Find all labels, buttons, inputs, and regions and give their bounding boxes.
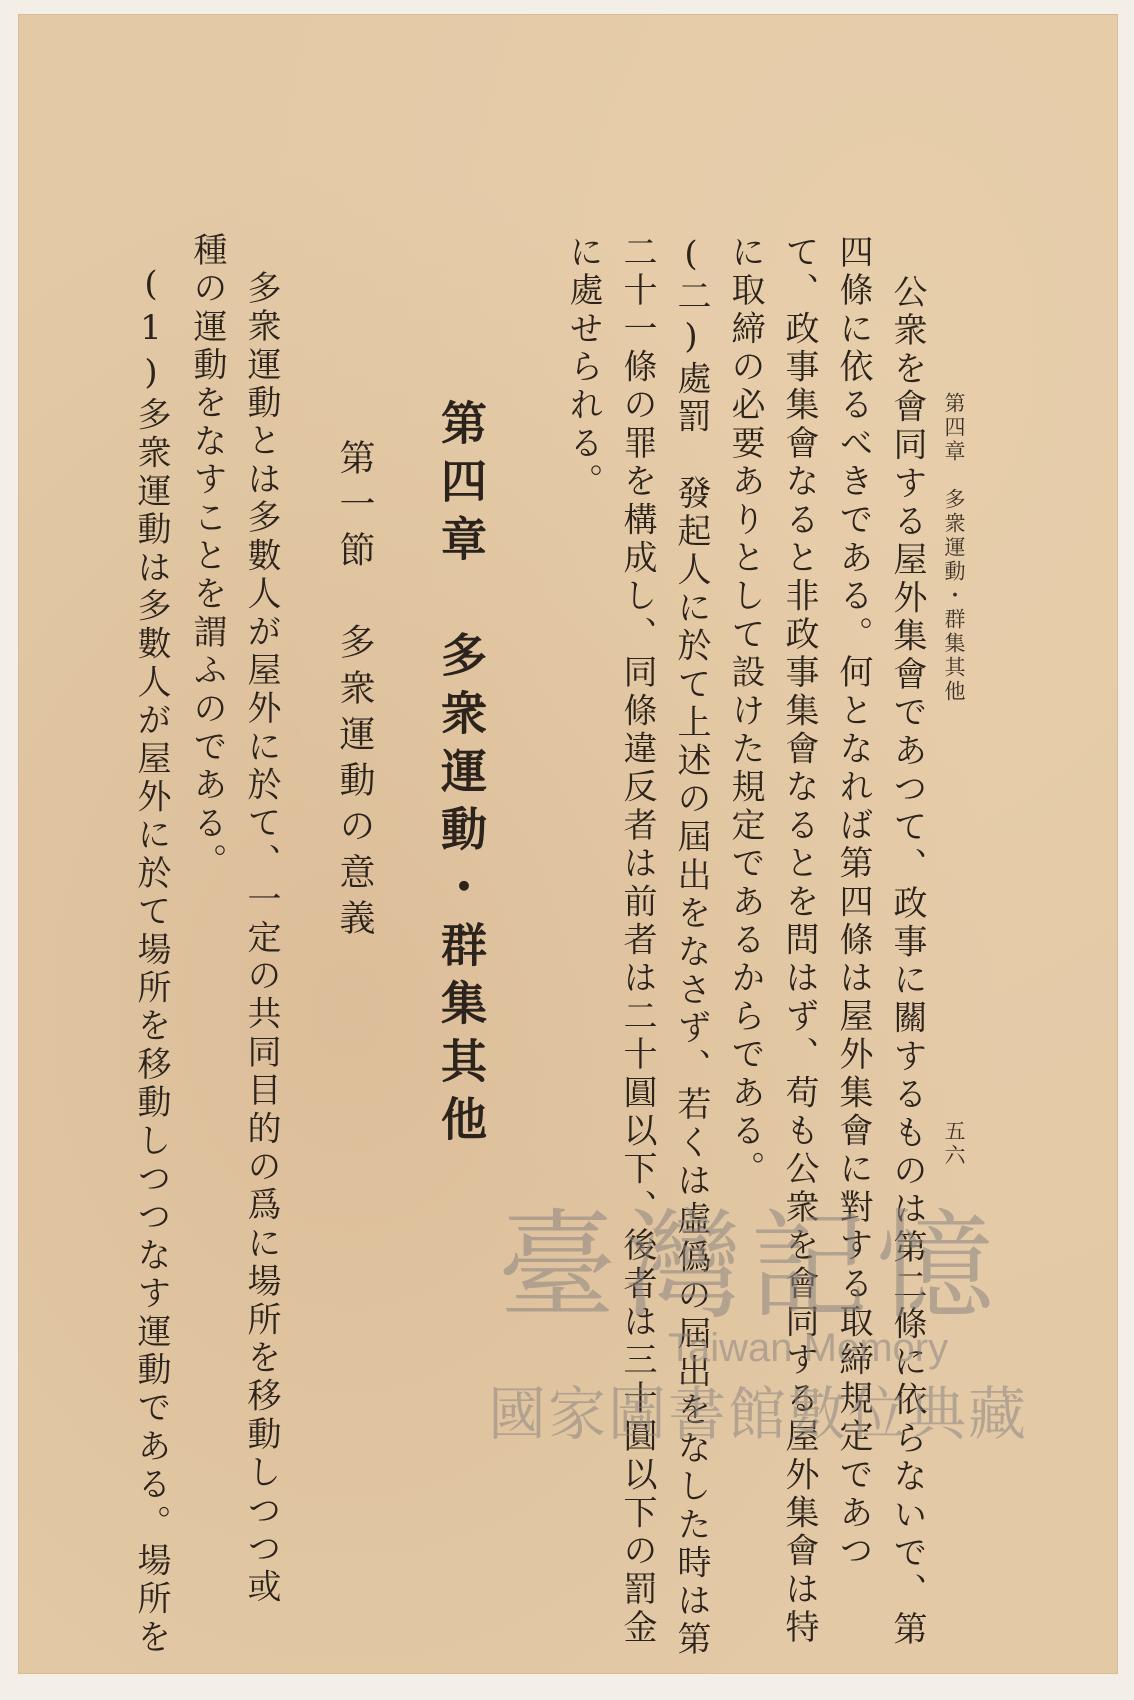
body-column: 二十一條の罪を構成し、同條違反者は前者は二十圓以下、後者は三十圓以下の罰金 bbox=[617, 234, 657, 1648]
section-heading: 第一節 多衆運動の意義 bbox=[334, 439, 375, 945]
body-column: に處せられる。 bbox=[563, 234, 603, 502]
page-number: 五六 bbox=[942, 1120, 966, 1168]
body-column: に取締の必要ありとして設けた規定であるからである。 bbox=[725, 234, 765, 1189]
item-label: (1) bbox=[131, 264, 171, 397]
watermark-subtitle: Taiwan Memory bbox=[668, 1326, 949, 1370]
definition-column: 多衆運動とは多數人が屋外に於て、一定の共同目的の爲に場所を移動しつつ或 bbox=[241, 270, 281, 1607]
penalty-label: (二)處罰 bbox=[671, 234, 711, 437]
list-item bbox=[131, 264, 171, 1658]
body-column: 公衆を會同する屋外集會であつて、政事に關するものは第二條に依らないで、第 bbox=[887, 274, 927, 1650]
body-column: 四條に依るべきである。何となれば第四條は屋外集會に對する取締規定であつ bbox=[833, 234, 873, 1571]
watermark-logo bbox=[488, 1189, 1048, 1459]
book-page bbox=[18, 14, 1118, 1674]
watermark-title: 臺灣記憶 bbox=[498, 1197, 1003, 1335]
chapter-heading: 第四章 多衆運動・群集其他 bbox=[434, 399, 488, 1153]
watermark-institution: 國家圖書館數位典藏 bbox=[488, 1380, 1029, 1448]
penalty-text: 發起人に於て上述の屆出をなさず、若くは虛僞の屆出をなした時は第 bbox=[671, 475, 711, 1660]
definition-column: 種の運動をなすことを謂ふのである。 bbox=[187, 232, 227, 882]
body-column: て、政事集會なると非政事集會なるとを問はず、苟も公衆を會同する屋外集會は特 bbox=[779, 234, 819, 1648]
item-text: 多衆運動は多數人が屋外に於て場所を移動しつつなす運動である。場所を bbox=[131, 396, 171, 1658]
running-header: 第四章 多衆運動・群集其他 bbox=[942, 392, 966, 704]
